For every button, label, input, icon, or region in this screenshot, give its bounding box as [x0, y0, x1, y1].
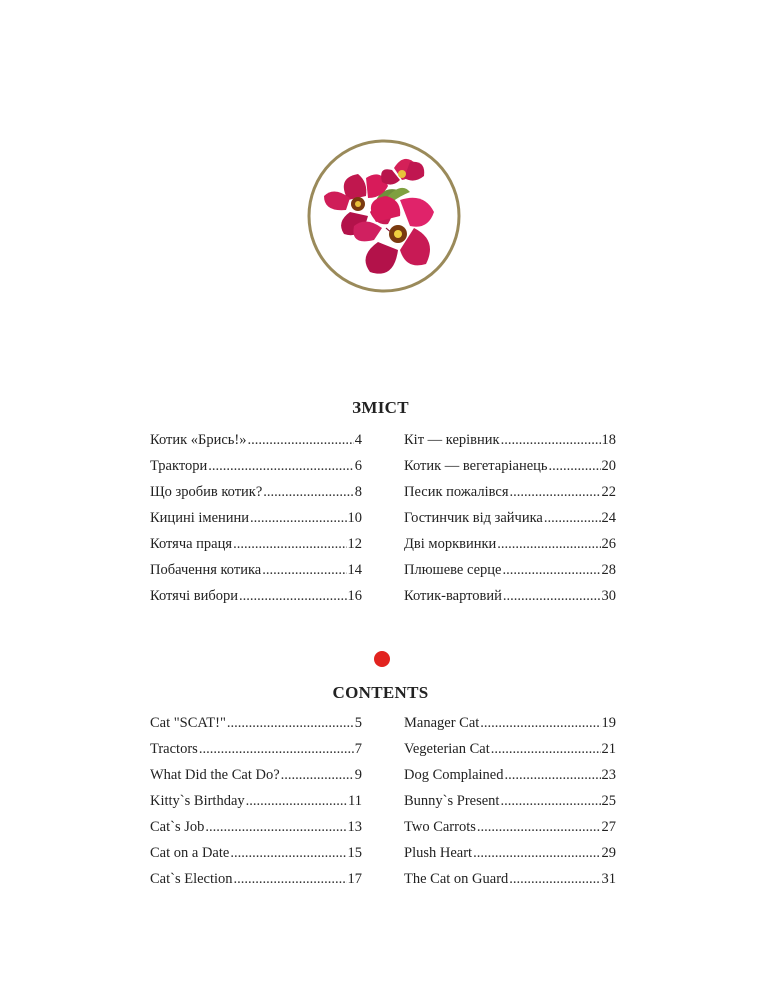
toc-dot-leader [230, 845, 346, 862]
toc-dot-leader [504, 767, 600, 784]
toc-page-number: 7 [354, 741, 362, 757]
toc-dot-leader [205, 819, 346, 836]
toc-entry-title: Котик-вартовий [404, 588, 502, 604]
toc-dot-leader [233, 536, 346, 553]
toc-entry [404, 741, 616, 767]
toc-page-number: 18 [601, 432, 616, 448]
toc-entry [404, 510, 616, 536]
uk-toc-left-column [150, 432, 362, 614]
toc-entry [150, 767, 362, 793]
toc-dot-leader [208, 458, 354, 475]
uk-toc-heading: ЗМІСТ [352, 398, 409, 417]
toc-dot-leader [500, 793, 600, 810]
toc-entry-title: Трактори [150, 458, 208, 474]
toc-page-number: 20 [601, 458, 616, 474]
toc-entry [404, 819, 616, 845]
toc-entry-title: Кіт — керівник [404, 432, 500, 448]
en-toc-heading: CONTENTS [332, 683, 429, 702]
toc-entry [404, 715, 616, 741]
toc-entry-title: Cat "SCAT!" [150, 715, 226, 731]
toc-dot-leader [510, 484, 601, 501]
uk-toc-right-column [404, 432, 616, 614]
toc-page-number: 4 [354, 432, 362, 448]
toc-entry [150, 510, 362, 536]
toc-entry-title: Побачення котика [150, 562, 262, 578]
toc-entry-title: The Cat on Guard [404, 871, 509, 887]
toc-entry-title: Cat`s Job [150, 819, 205, 835]
toc-dot-leader [248, 432, 354, 449]
toc-page-number: 13 [347, 819, 362, 835]
toc-entry [404, 536, 616, 562]
toc-entry-title: Dog Complained [404, 767, 504, 783]
toc-page-number: 16 [347, 588, 362, 604]
toc-dot-leader [473, 845, 600, 862]
toc-page-number: 15 [347, 845, 362, 861]
toc-entry-title: Bunny`s Present [404, 793, 500, 809]
toc-dot-leader [502, 562, 600, 579]
toc-entry [404, 484, 616, 510]
toc-page-number: 28 [601, 562, 616, 578]
toc-entry [150, 536, 362, 562]
toc-entry-title: Котик «Брись!» [150, 432, 247, 448]
toc-page-number: 29 [601, 845, 616, 861]
toc-dot-leader [227, 715, 354, 732]
toc-entry [404, 871, 616, 897]
toc-entry [150, 432, 362, 458]
toc-dot-leader [262, 562, 346, 579]
toc-entry-title: Дві морквинки [404, 536, 497, 552]
toc-page-number: 23 [601, 767, 616, 783]
toc-dot-leader [544, 510, 601, 527]
toc-entry-title: Плюшеве серце [404, 562, 502, 578]
toc-entry-title: Котячі вибори [150, 588, 239, 604]
toc-entry [404, 432, 616, 458]
toc-page-number: 30 [601, 588, 616, 604]
toc-page-number: 9 [354, 767, 362, 783]
toc-page-number: 22 [601, 484, 616, 500]
toc-entry [150, 588, 362, 614]
toc-entry-title: Two Carrots [404, 819, 476, 835]
toc-page-number: 21 [601, 741, 616, 757]
toc-entry-title: Kitty`s Birthday [150, 793, 245, 809]
toc-entry [150, 871, 362, 897]
toc-entry [150, 562, 362, 588]
toc-entry [404, 588, 616, 614]
toc-page-number: 10 [347, 510, 362, 526]
toc-page-number: 12 [347, 536, 362, 552]
uk-toc [150, 432, 616, 614]
toc-entry-title: Котяча праця [150, 536, 233, 552]
toc-dot-leader [491, 741, 601, 758]
toc-page-number: 24 [601, 510, 616, 526]
toc-dot-leader [501, 432, 601, 449]
flower-icon [306, 138, 462, 294]
en-toc [150, 715, 616, 897]
en-toc-left-column [150, 715, 362, 897]
toc-dot-leader [509, 871, 600, 888]
toc-dot-leader [246, 793, 347, 810]
toc-dot-leader [549, 458, 601, 475]
toc-dot-leader [281, 767, 354, 784]
toc-page-number: 6 [354, 458, 362, 474]
toc-page-number: 26 [601, 536, 616, 552]
toc-page-number: 17 [347, 871, 362, 887]
toc-entry-title: What Did the Cat Do? [150, 767, 280, 783]
toc-entry [404, 845, 616, 871]
toc-entry-title: Vegeterian Cat [404, 741, 490, 757]
toc-page-number: 27 [601, 819, 616, 835]
toc-entry-title: Tractors [150, 741, 198, 757]
toc-entry [150, 793, 362, 819]
toc-entry-title: Що зробив котик? [150, 484, 263, 500]
toc-entry [404, 793, 616, 819]
toc-entry [150, 741, 362, 767]
toc-entry-title: Гостинчик від зайчика [404, 510, 543, 526]
toc-dot-leader [199, 741, 354, 758]
toc-page-number: 5 [354, 715, 362, 731]
toc-entry [150, 845, 362, 871]
toc-entry [150, 715, 362, 741]
toc-page-number: 25 [601, 793, 616, 809]
toc-dot-leader [497, 536, 600, 553]
toc-dot-leader [239, 588, 346, 605]
toc-dot-leader [263, 484, 353, 501]
toc-entry-title: Песик пожалівся [404, 484, 509, 500]
toc-page-number: 19 [601, 715, 616, 731]
flower-medallion [306, 138, 462, 294]
toc-entry [150, 819, 362, 845]
toc-entry-title: Manager Cat [404, 715, 480, 731]
toc-entry-title: Cat on a Date [150, 845, 230, 861]
toc-entry [150, 484, 362, 510]
toc-page-number: 11 [348, 793, 362, 809]
toc-dot-leader [234, 871, 347, 888]
toc-page-number: 8 [354, 484, 362, 500]
en-toc-right-column [404, 715, 616, 897]
toc-page-number: 31 [601, 871, 616, 887]
section-divider-dot [374, 651, 390, 667]
toc-entry [404, 562, 616, 588]
toc-entry [150, 458, 362, 484]
toc-dot-leader [250, 510, 346, 527]
toc-entry-title: Cat`s Election [150, 871, 233, 887]
toc-entry-title: Котик — вегетаріанець [404, 458, 548, 474]
toc-entry-title: Кицині іменини [150, 510, 250, 526]
toc-dot-leader [477, 819, 601, 836]
toc-dot-leader [480, 715, 600, 732]
toc-entry [404, 767, 616, 793]
toc-entry [404, 458, 616, 484]
toc-entry-title: Plush Heart [404, 845, 473, 861]
toc-page-number: 14 [347, 562, 362, 578]
toc-dot-leader [503, 588, 601, 605]
